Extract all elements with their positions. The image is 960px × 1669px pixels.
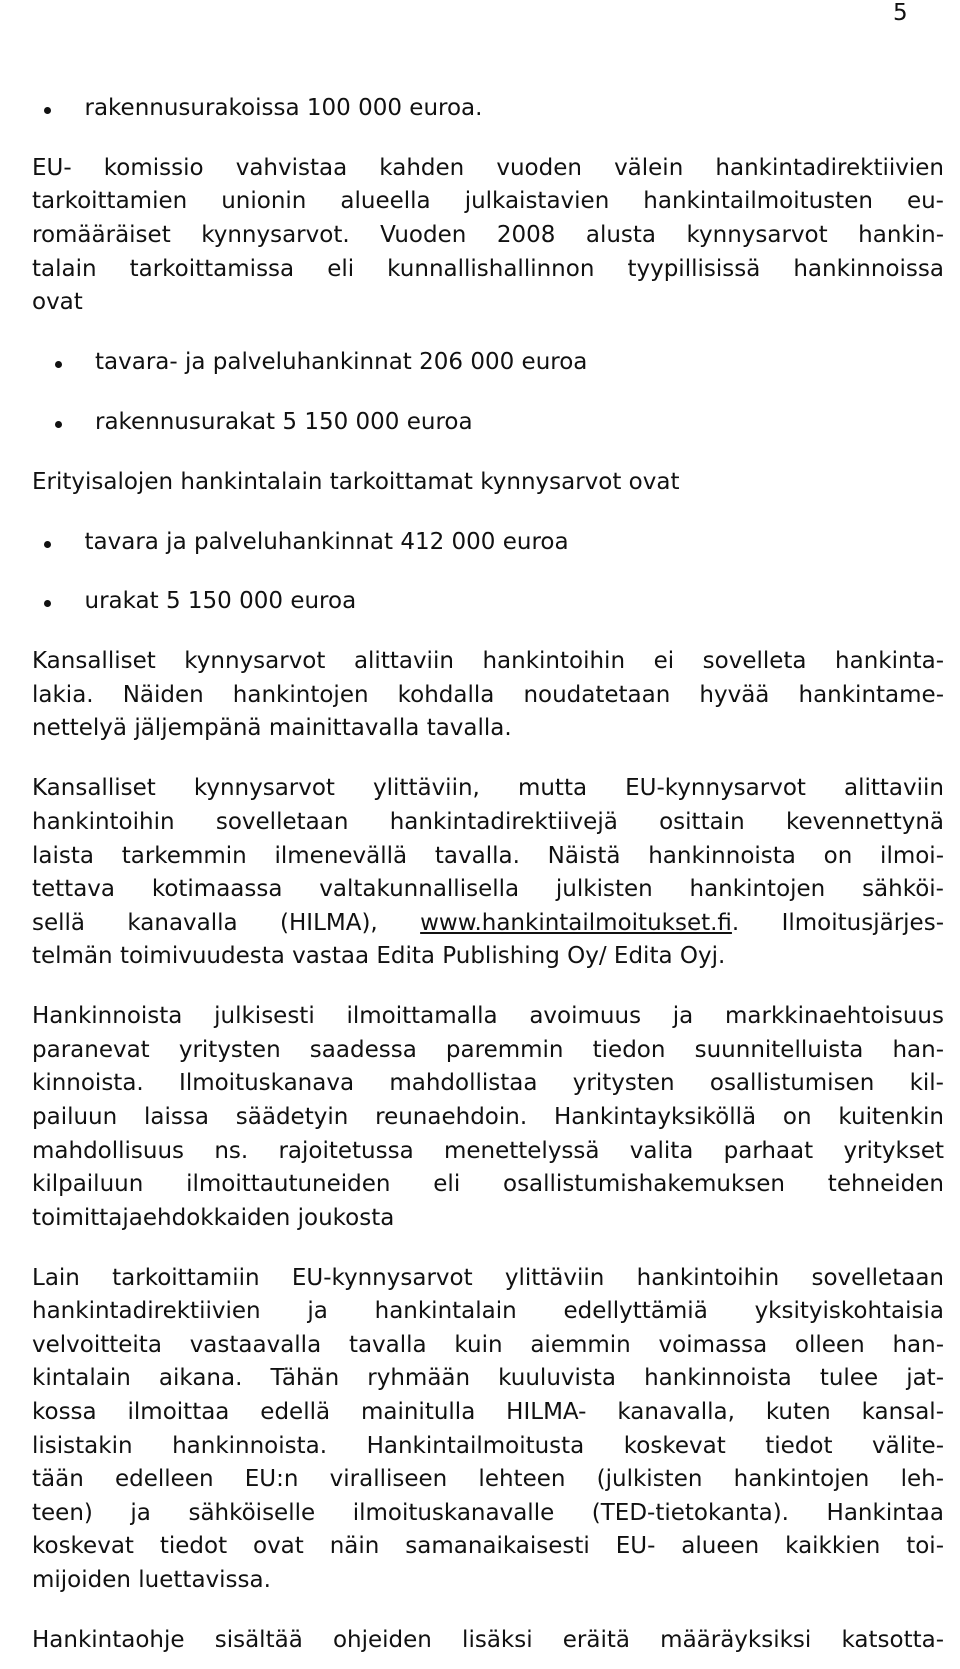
list-item-text: rakennusurakat 5 150 000 euroa bbox=[95, 408, 473, 435]
text-line: toimittajaehdokkaiden joukosta bbox=[32, 1204, 395, 1231]
text-line: talain tarkoittamissa eli kunnallishallinnon tyypillisissä hankinnoissa bbox=[32, 255, 944, 282]
text-line: mahdollisuus ns. rajoitetussa menettelyssä valita parhaat yritykset bbox=[32, 1137, 944, 1164]
text-line: romääräiset kynnysarvot. Vuoden 2008 alusta kynnysarvot hankin- bbox=[32, 222, 944, 249]
paragraph-eu-thresholds-exceeded bbox=[32, 1262, 944, 1598]
list-item-text: rakennusurakoissa 100 000 euroa. bbox=[84, 95, 483, 121]
bullet-list-construction bbox=[32, 92, 944, 126]
text-line: koskevat tiedot ovat näin samanaikaisesti EU- alueen kaikkien toi- bbox=[32, 1533, 944, 1560]
bullet-icon bbox=[44, 107, 51, 114]
text-line: lakia. Näiden hankintojen kohdalla noudatetaan hyvää hankintame- bbox=[32, 681, 944, 708]
text-line: kinnoista. Ilmoituskanava mahdollistaa yritysten osallistumisen kil- bbox=[32, 1070, 944, 1097]
list-item bbox=[32, 585, 944, 619]
paragraph-eu-thresholds bbox=[32, 152, 944, 320]
text-line: Kansalliset kynnysarvot alittaviin hankintoihin ei sovelleta hankinta- bbox=[32, 648, 944, 675]
text-line: Hankintaohje sisältää ohjeiden lisäksi eräitä määräyksiksi katsotta- bbox=[32, 1626, 944, 1653]
text-line: mijoiden luettavissa. bbox=[32, 1566, 271, 1593]
text-segment: sellä kanavalla (HILMA), bbox=[32, 909, 421, 936]
text-line: nettelyä jäljempänä mainittavalla tavalla. bbox=[32, 715, 512, 742]
text-segment: . Ilmoitusjärjes- bbox=[731, 909, 944, 936]
text-line: teen) ja sähköiselle ilmoituskanavalle (TED-tietokanta). Hankintaa bbox=[32, 1499, 944, 1526]
paragraph-below-national-thresholds bbox=[32, 645, 944, 746]
bullet-list-municipal-thresholds bbox=[32, 346, 944, 439]
list-item bbox=[32, 406, 944, 440]
text-line: Erityisalojen hankintalain tarkoittamat kynnysarvot ovat bbox=[32, 468, 680, 495]
list-item-text: tavara ja palveluhankinnat 412 000 euroa bbox=[84, 528, 569, 555]
text-line: lisistakin hankinnoista. Hankintailmoitusta koskevat tiedot välite- bbox=[32, 1432, 944, 1459]
text-line bbox=[32, 907, 944, 941]
text-line: hankintoihin sovelletaan hankintadirektiivejä osittain kevennettynä bbox=[32, 808, 944, 835]
page-number: 5 bbox=[893, 0, 908, 26]
paragraph-special-sectors bbox=[32, 466, 944, 500]
text-line: kintalain aikana. Tähän ryhmään kuuluvista hankinnoista tulee jat- bbox=[32, 1365, 944, 1392]
text-line: pailuun laissa säädetyin reunaehdoin. Hankintayksiköllä on kuitenkin bbox=[32, 1103, 944, 1130]
text-line: hankintadirektiivien ja hankintalain edellyttämiä yksityiskohtaisia bbox=[32, 1298, 944, 1325]
text-line: tarkoittamien unionin alueella julkaistavien hankintailmoitusten eu- bbox=[32, 188, 944, 215]
hilma-website-link[interactable]: www.hankintailmoitukset.fi bbox=[420, 909, 732, 936]
bullet-icon bbox=[44, 600, 51, 607]
list-item bbox=[32, 92, 944, 126]
text-line: Hankinnoista julkisesti ilmoittamalla avoimuus ja markkinaehtoisuus bbox=[32, 1003, 944, 1030]
text-line: kilpailuun ilmoittautuneiden eli osallistumishakemuksen tehneiden bbox=[32, 1171, 944, 1198]
list-item bbox=[32, 526, 944, 560]
bullet-list-special-sector-thresholds bbox=[32, 526, 944, 619]
paragraph-national-thresholds bbox=[32, 772, 944, 974]
bullet-icon bbox=[55, 421, 62, 428]
text-line: paranevat yritysten saadessa paremmin tiedon suunnitelluista han- bbox=[32, 1036, 944, 1063]
list-item-text: tavara- ja palveluhankinnat 206 000 euroa bbox=[95, 349, 588, 376]
list-item-text: urakat 5 150 000 euroa bbox=[84, 588, 357, 615]
bullet-icon bbox=[44, 541, 51, 548]
text-line: Lain tarkoittamiin EU-kynnysarvot ylittäviin hankintoihin sovelletaan bbox=[32, 1264, 944, 1291]
bullet-icon bbox=[55, 361, 62, 368]
paragraph-public-notices bbox=[32, 1000, 944, 1235]
text-line: tään edelleen EU:n viralliseen lehteen (julkisten hankintojen leh- bbox=[32, 1466, 944, 1493]
text-line: Kansalliset kynnysarvot ylittäviin, mutta EU-kynnysarvot alittaviin bbox=[32, 775, 944, 802]
text-line: ovat bbox=[32, 289, 83, 316]
text-line: EU- komissio vahvistaa kahden vuoden välein hankintadirektiivien bbox=[32, 154, 944, 181]
list-item bbox=[32, 346, 944, 380]
text-line: laista tarkemmin ilmenevällä tavalla. Näistä hankinnoista on ilmoi- bbox=[32, 842, 944, 869]
paragraph-guideline-contents bbox=[32, 1624, 944, 1658]
text-line: kossa ilmoittaa edellä mainitulla HILMA- kanavalla, kuten kansal- bbox=[32, 1398, 944, 1425]
text-line: tettava kotimaassa valtakunnallisella julkisten hankintojen sähköi- bbox=[32, 876, 944, 903]
document-body bbox=[32, 92, 944, 1657]
text-line: telmän toimivuudesta vastaa Edita Publishing Oy/ Edita Oyj. bbox=[32, 943, 726, 970]
text-line: velvoitteita vastaavalla tavalla kuin aiemmin voimassa olleen han- bbox=[32, 1331, 944, 1358]
